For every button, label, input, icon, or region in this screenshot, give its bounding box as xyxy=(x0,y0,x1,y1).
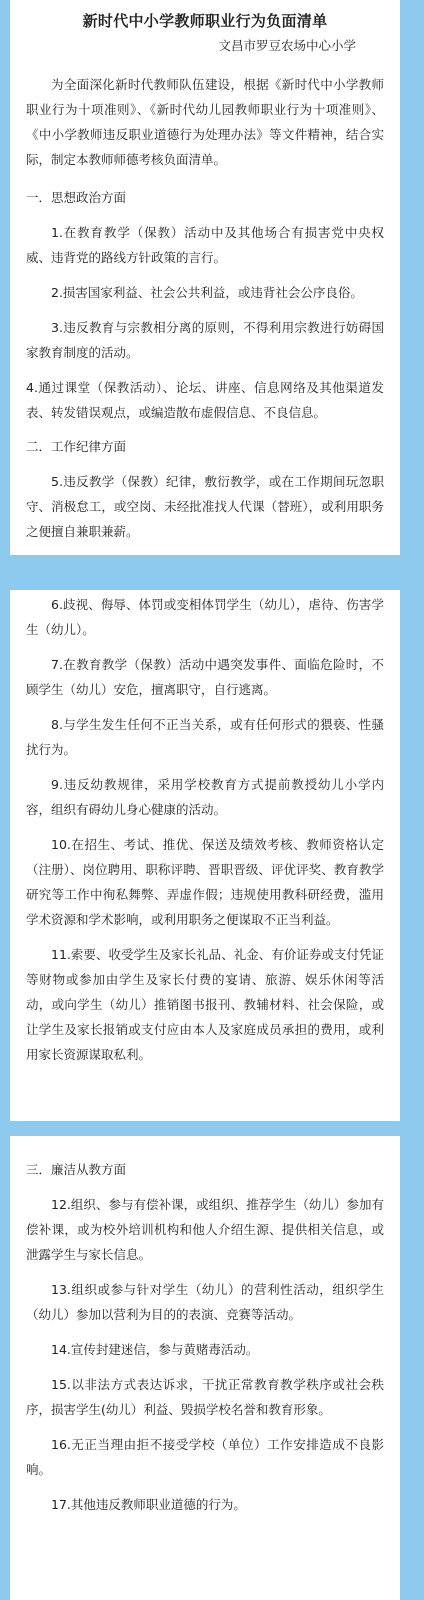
section-heading-politics: 一．思想政治方面 xyxy=(26,190,127,205)
list-item: 15.以非法方式表达诉求，干扰正常教育教学秩序或社会秩序，损害学生(幼儿）利益、毁损学校名誉和教育形象。 xyxy=(26,1377,384,1417)
list-item: 7.在教育教学（保教）活动中遇突发事件、面临危险时，不顾学生（幼儿）安危，擅离职守，自行逃离。 xyxy=(26,657,384,697)
list-item: 8.与学生发生任何不正当关系，或有任何形式的猥亵、性骚扰行为。 xyxy=(26,717,384,757)
list-item: 10.在招生、考试、推优、保送及绩效考核、教师资格认定（注册）、岗位聘用、职称评聘、晋职晋级、评优评奖、教育教学研究等工作中徇私舞弊、弄虚作假；违规使用教科研经费，滥用学术资源和学术影响，或利用职务之便谋取不正当利益。 xyxy=(26,837,384,927)
list-item: 11.索要、收受学生及家长礼品、礼金、有价证券或支付凭证等财物或参加由学生及家长付费的宴请、旅游、娱乐休闲等活动，或向学生（幼儿）推销图书报刊、教辅材料、社会保险，或让学生及家长报销或支付应由本人及家庭成员承担的费用，或利用家长资源谋取私利。 xyxy=(26,947,384,1062)
list-item: 4.通过课堂（保教活动）、论坛、讲座、信息网络及其他渠道发表、转发错误观点，或编造散布虚假信息、不良信息。 xyxy=(26,380,384,420)
list-item: 17.其他违反教师职业道德的行为。 xyxy=(51,1497,246,1512)
list-item: 2.损害国家利益、社会公共利益，或违背社会公序良俗。 xyxy=(51,285,363,300)
document-panel-3 xyxy=(10,1136,400,1600)
section-heading-discipline: 二．工作纪律方面 xyxy=(26,439,127,454)
list-item: 9.违反幼教规律，采用学校教育方式提前教授幼儿小学内容，组织有碍幼儿身心健康的活动。 xyxy=(26,777,384,817)
list-item: 5.违反教学（保教）纪律，敷衍教学，或在工作期间玩忽职守、消极怠工，或空岗、未经批准找人代课（替班），或利用职务之便擅自兼职兼薪。 xyxy=(26,474,384,539)
list-item: 1.在教育教学（保教）活动中及其他场合有损害党中央权威、违背党的路线方针政策的言行。 xyxy=(26,225,384,265)
list-item: 3.违反教育与宗教相分离的原则，不得利用宗教进行妨碍国家教育制度的活动。 xyxy=(26,320,384,360)
intro-paragraph: 为全面深化新时代教师队伍建设，根据《新时代中小学教师职业行为十项准则》、《新时代幼儿园教师职业行为十项准则》、《中小学教师违反职业道德行为处理办法》等文件精神，结合实际，制定本教师师德考核负面清单。 xyxy=(26,77,384,167)
document-panel-1 xyxy=(10,0,400,555)
school-name: 文昌市罗豆农场中心小学 xyxy=(218,38,356,53)
document-title: 新时代中小学教师职业行为负面清单 xyxy=(82,12,328,30)
list-item: 12.组织、参与有偿补课，或组织、推荐学生（幼儿）参加有偿补课，或为校外培训机构和他人介绍生源、提供相关信息，或泄露学生与家长信息。 xyxy=(26,1197,384,1262)
section-heading-integrity: 三．廉洁从教方面 xyxy=(26,1162,127,1177)
list-item: 16.无正当理由拒不接受学校（单位）工作安排造成不良影响。 xyxy=(26,1437,384,1477)
list-item: 6.歧视、侮辱、体罚或变相体罚学生（幼儿），虐待、伤害学生（幼儿）。 xyxy=(26,597,384,637)
list-item: 14.宣传封建迷信，参与黄赌毒活动。 xyxy=(51,1342,259,1357)
document-panel-2 xyxy=(10,590,400,1121)
list-item: 13.组织或参与针对学生（幼儿）的营利性活动，组织学生（幼儿）参加以营利为目的的表演、竞赛等活动。 xyxy=(26,1282,384,1322)
